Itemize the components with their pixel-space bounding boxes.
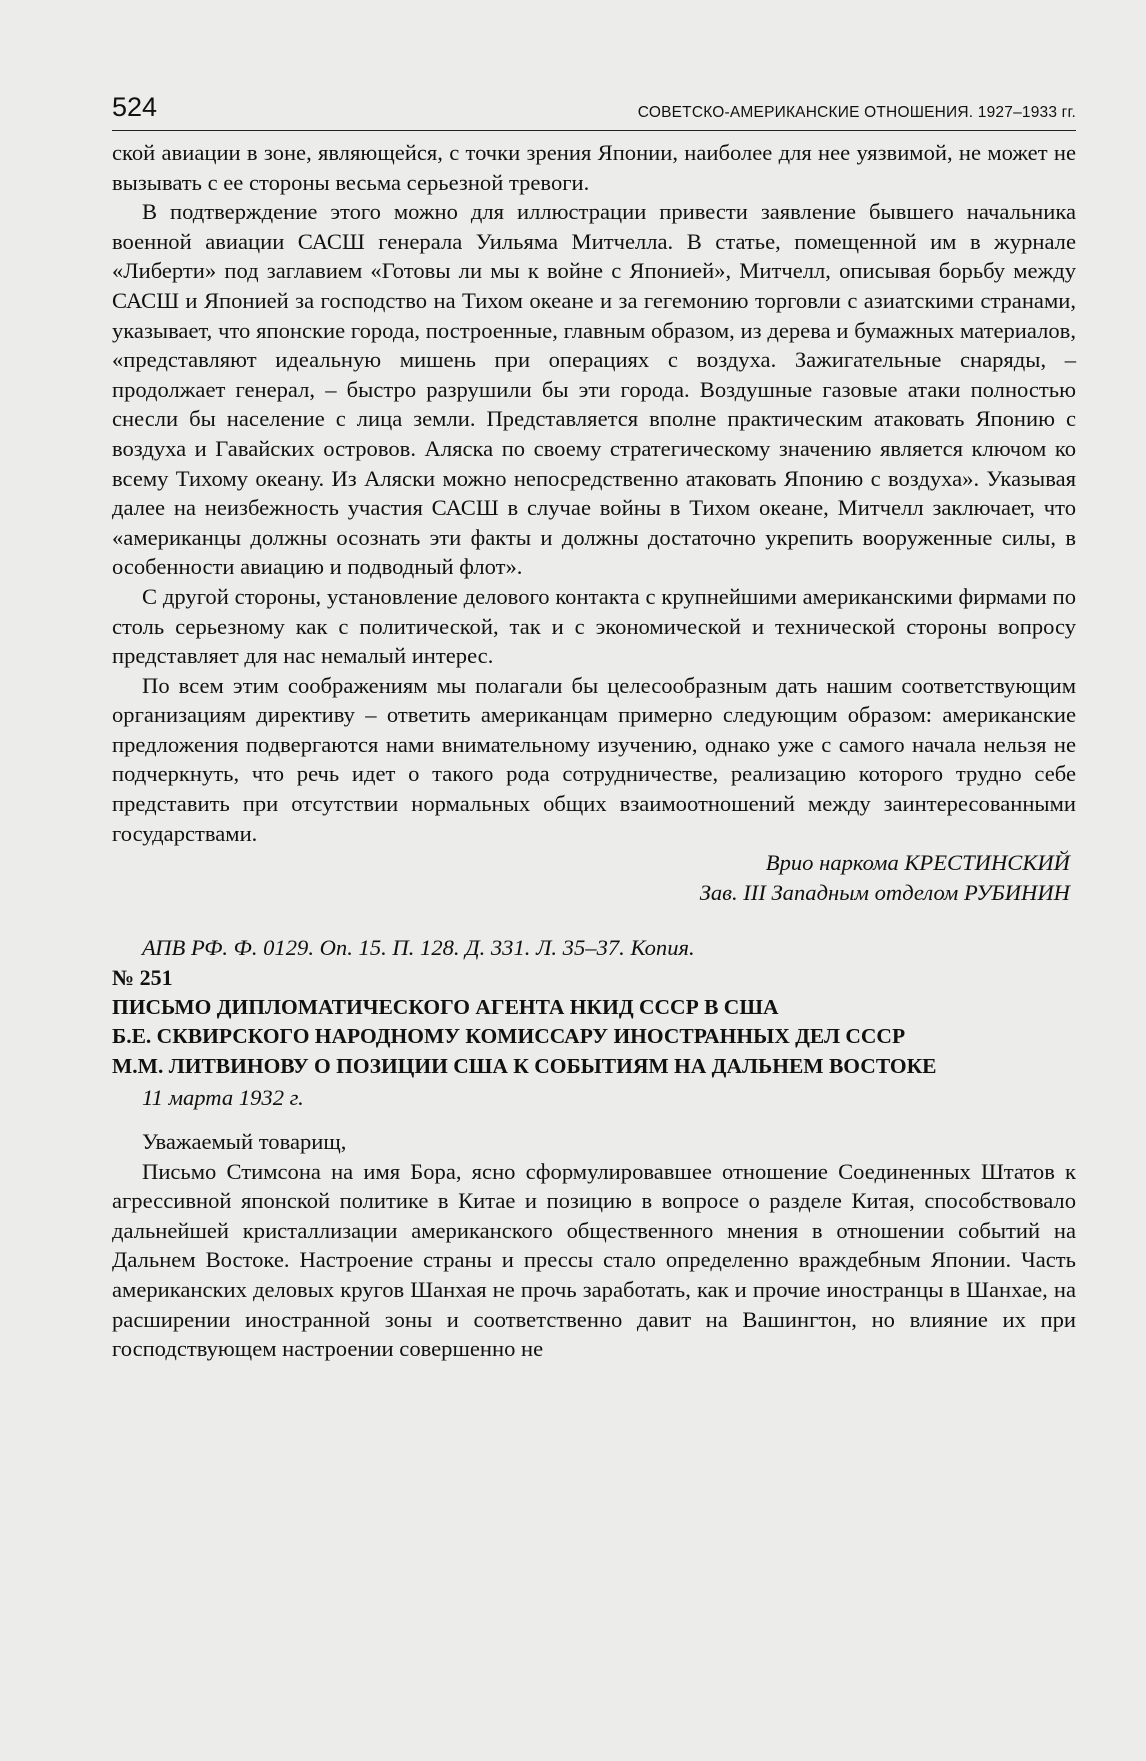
document-title-line-2: Б.Е. СКВИРСКОГО НАРОДНОМУ КОМИССАРУ ИНОСТРАННЫХ ДЕЛ СССР [112, 1024, 906, 1049]
page-content [112, 138, 1076, 1364]
signature-rubinin: Зав. III Западным отделом РУБИНИН [699, 879, 1070, 905]
archive-reference: АПВ РФ. Ф. 0129. Оп. 15. П. 128. Д. 331. Л. 35–37. Копия. [142, 935, 695, 961]
paragraph-continuation: ской авиации в зоне, являющейся, с точки зрения Японии, наиболее для нее уязвимой, не может не вызывать с ее стороны весьма серьезной тревоги. [112, 140, 1076, 195]
page-header [112, 90, 1076, 131]
document-title-line-3: М.М. ЛИТВИНОВУ О ПОЗИЦИИ США К СОБЫТИЯМ НА ДАЛЬНЕМ ВОСТОКЕ [112, 1053, 937, 1078]
running-head: СОВЕТСКО-АМЕРИКАНСКИЕ ОТНОШЕНИЯ. 1927–1933 гг. [637, 104, 1076, 121]
paragraph-mitchell-quote: В подтверждение этого можно для иллюстрации привести заявление бывшего начальника военной авиации САСШ генерала Уильяма Митчелла. В статье, помещенной им в журнале «Либерти» под заглавием «Готовы ли мы к войне с Японией», Митчелл, описывая борьбу между САСШ и Японией за господство на Тихом океане и за гегемонию торговли с азиатскими странами, указывает, что японские города, построенные, главным образом, из дерева и бумажных материалов, «представляют идеальную мишень при операциях с воздуха. Зажигательные снаряды, – продолжает генерал, – быстро разрушили бы эти города. Воздушные газовые атаки полностью снесли бы население с лица земли. Представляется вполне практическим атаковать Японию с воздуха и Гавайских островов. Аляска по своему стратегическому значению является ключом ко всему Тихому океану. Из Аляски можно непосредственно атаковать Японию с воздуха». Указывая далее на неизбежность участия САСШ в случае войны в Тихом океане, Митчелл заключает, что «американцы должны осознать эти факты и должны достаточно укрепить вооруженные силы, в особенности авиацию и подводный флот». [112, 199, 1076, 580]
document-date: 11 марта 1932 г. [142, 1085, 304, 1111]
paragraph-business-contact: С другой стороны, установление делового контакта с крупнейшими американскими фирмами по столь серьезному как с политической, так и с экономической и технической стороны вопросу представляет для нас немалый интерес. [112, 583, 1076, 669]
page-number: 524 [112, 92, 158, 122]
signature-krestinsky: Врио наркома КРЕСТИНСКИЙ [765, 850, 1070, 876]
letter-salutation: Уважаемый товарищ, [142, 1129, 347, 1154]
letter-paragraph-1: Письмо Стимсона на имя Бора, ясно сформулировавшее отношение Соединенных Штатов к агрессивной японской политике в Китае и позицию в вопросе о разделе Китая, способствовало дальнейшей кристаллизации американского общественного мнения в отношении событий на Дальнем Востоке. Настроение страны и прессы стало определенно враждебным Японии. Часть американских деловых кругов Шанхая не прочь заработать, как и прочие иностранцы в Шанхае, на расширении иностранной зоны и соответственно давит на Вашингтон, но влияние их при господствующем настроении совершенно не [112, 1158, 1076, 1362]
document-title-line-1: ПИСЬМО ДИПЛОМАТИЧЕСКОГО АГЕНТА НКИД СССР В США [112, 994, 779, 1019]
document-number: № 251 [112, 965, 173, 991]
paragraph-directive: По всем этим соображениям мы полагали бы целесообразным дать нашим соответствующим организациям директиву – ответить американцам примерно следующим образом: американские предложения подвергаются нами внимательному изучению, однако уже с самого начала нельзя не подчеркнуть, что речь идет о такого рода сотрудничестве, реализацию которого трудно себе представить при отсутствии нормальных общих взаимоотношений между заинтересованными государствами. [112, 672, 1076, 846]
